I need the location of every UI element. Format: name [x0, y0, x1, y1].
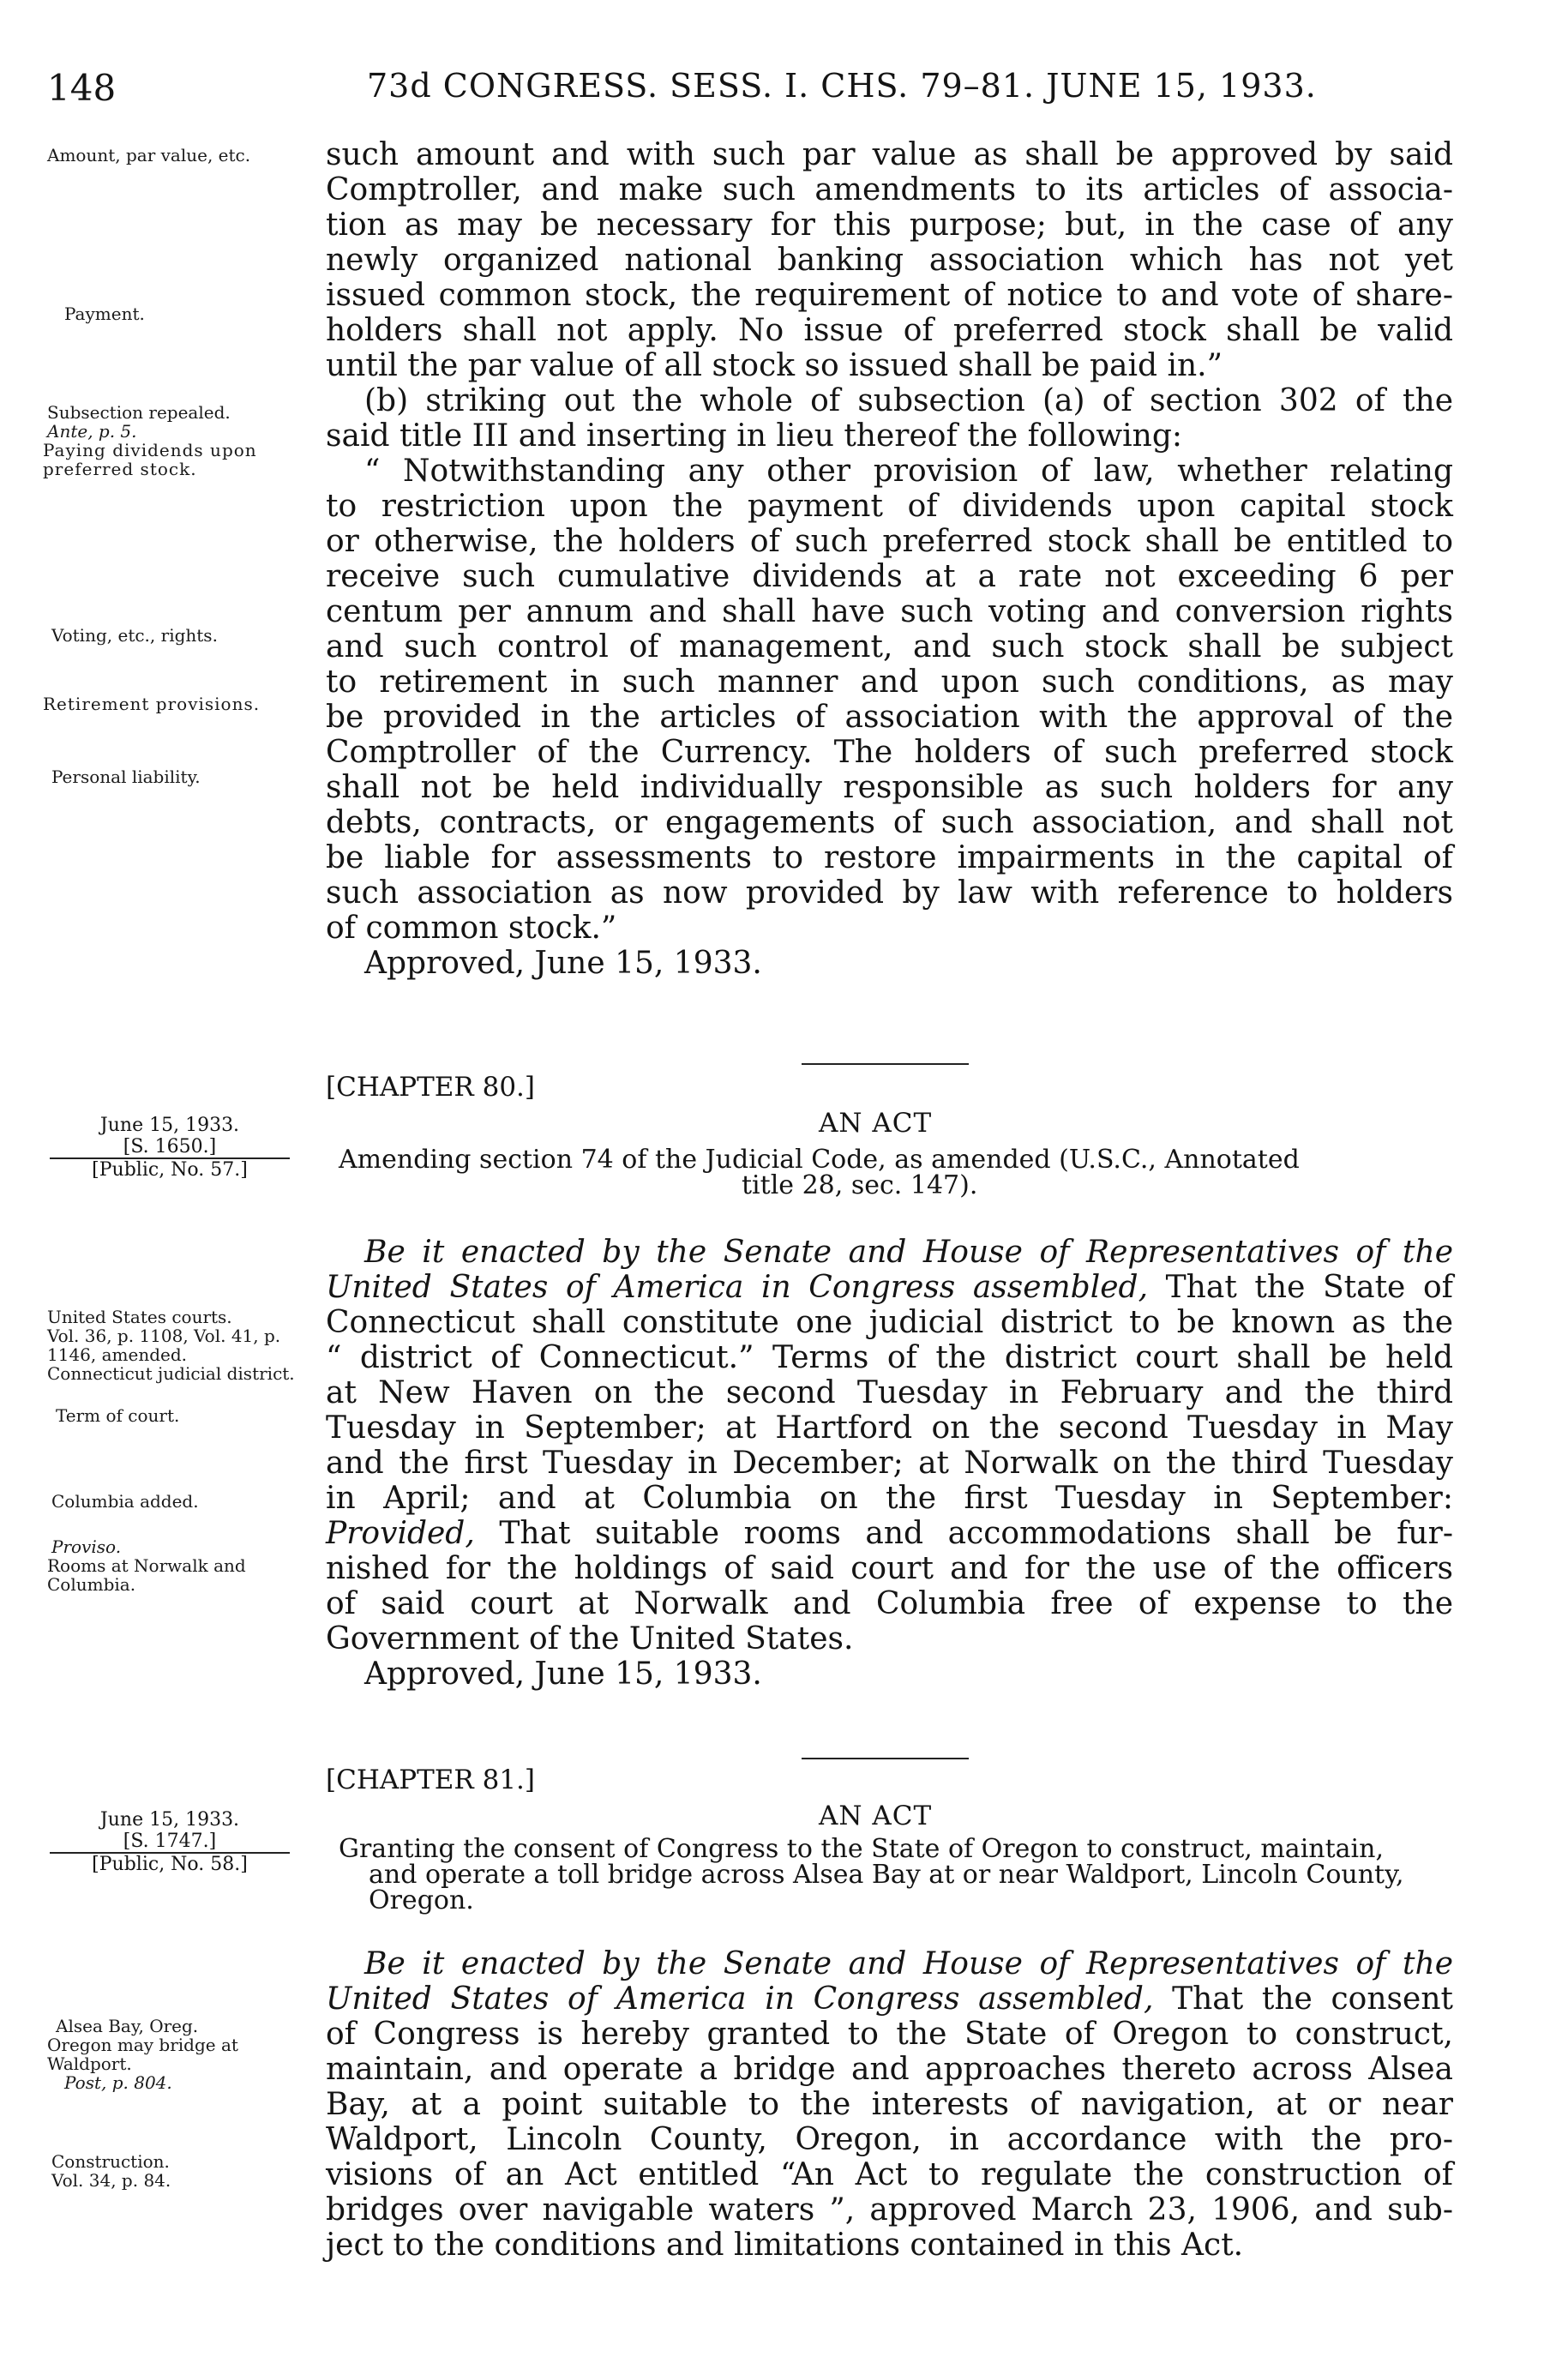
text-line: Waldport, Lincoln County, Oregon, in accordance with the pro-	[326, 2122, 1453, 2157]
margin-note-district: Connecticut judicial district.	[47, 1363, 295, 1384]
chapter-79-text	[326, 137, 1453, 981]
text-line: at New Haven on the second Tuesday in February and the third	[326, 1375, 1453, 1410]
text-line: such amount and with such par value as shall be approved by said	[326, 137, 1453, 172]
text-line: Government of the United States.	[326, 1621, 854, 1656]
text-line: of said court at Norwalk and Columbia free of expense to the	[326, 1586, 1453, 1621]
margin-note-vol34: Vol. 34, p. 84.	[51, 2170, 171, 2191]
text-line: said title III and inserting in lieu thereof the following:	[326, 418, 1183, 454]
text-line: holders shall not apply. No issue of preferred stock shall be valid	[326, 313, 1453, 348]
margin-note-voting: Voting, etc., rights.	[51, 625, 218, 646]
proviso-line: Provided, That suitable rooms and accommodations shall be fur-	[326, 1516, 1453, 1551]
margin-note-paying-dividends: Paying dividends upon preferred stock.	[43, 440, 257, 479]
approved-line: Approved, June 15, 1933.	[364, 1656, 762, 1692]
margin-note-term: Term of court.	[56, 1405, 180, 1426]
text-line: Bay, at a point suitable to the interests of navigation, at or near	[326, 2087, 1453, 2122]
an-act-81: AN ACT	[819, 1801, 933, 1831]
text-line: “ district of Connecticut.” Terms of the district court shall be held	[326, 1340, 1453, 1375]
text-line: newly organized national banking association which has not yet	[326, 243, 1453, 278]
margin-note-personal-liability: Personal liability.	[51, 767, 201, 787]
text-line: tion as may be necessary for this purpose; but, in the case of any	[326, 207, 1453, 243]
text-line: maintain, and operate a bridge and approaches thereto across Alsea	[326, 2052, 1453, 2087]
running-title: 73d CONGRESS. SESS. I. CHS. 79–81. JUNE 15, 1933.	[367, 67, 1317, 105]
text-line: bridges over navigable waters ”, approved March 23, 1906, and sub-	[326, 2192, 1453, 2228]
enacting-clause-line2: United States of America in Congress assembled, That the consent	[326, 1981, 1453, 2017]
margin-note-ante: Ante, p. 5.	[47, 421, 137, 442]
enacting-clause-line1: Be it enacted by the Senate and House of Representatives of the	[364, 1235, 1453, 1270]
date: June 15, 1933.	[99, 1115, 240, 1136]
chapter-80-heading: [CHAPTER 80.]	[326, 1072, 535, 1103]
text-line: Comptroller, and make such amendments to its articles of associa-	[326, 172, 1453, 207]
margin-note-vol: Vol. 36, p. 1108, Vol. 41, p. 1146, amended.	[47, 1326, 281, 1365]
text-line: in April; and at Columbia on the first Tuesday in September:	[326, 1481, 1453, 1516]
text-line: and such control of management, and such stock shall be subject	[326, 629, 1453, 664]
text-line: receive such cumulative dividends at a rate not exceeding 6 per	[326, 559, 1453, 594]
margin-note-amount: Amount, par value, etc.	[47, 145, 251, 165]
public-law-number: [Public, No. 58.]	[92, 1854, 248, 1875]
text-line: ject to the conditions and limitations contained in this Act.	[326, 2228, 1244, 2263]
page-number: 148	[47, 67, 117, 109]
enacting-clause-line2: United States of America in Congress assembled, That the State of	[326, 1270, 1453, 1305]
text-line: centum per annum and shall have such voting and conversion rights	[326, 594, 1453, 629]
date: June 15, 1933.	[99, 1809, 240, 1831]
margin-note-retirement: Retirement provisions.	[43, 694, 261, 714]
text-line: debts, contracts, or engagements of such association, and shall not	[326, 805, 1453, 840]
margin-note-subsection-repealed: Subsection repealed.	[47, 402, 231, 423]
text-line: such association as now provided by law with reference to holders	[326, 875, 1453, 911]
an-act-80: AN ACT	[819, 1108, 933, 1139]
text-line: (b) striking out the whole of subsection (a) of section 302 of the	[364, 383, 1453, 418]
text-line: “ Notwithstanding any other provision of law, whether relating	[364, 454, 1453, 489]
text-line: of Congress is hereby granted to the State of Oregon to construct,	[326, 2017, 1453, 2052]
chapter-80-text	[326, 1235, 1453, 1692]
text-line: Connecticut shall constitute one judicial district to be known as the	[326, 1305, 1453, 1340]
margin-note-construction: Construction.	[51, 2151, 170, 2172]
text-line: shall not be held individually responsible as such holders for any	[326, 770, 1453, 805]
margin-note-rooms: Rooms at Norwalk and Columbia.	[47, 1555, 246, 1595]
approved-line: Approved, June 15, 1933.	[364, 946, 762, 981]
text-line: and the first Tuesday in December; at Norwalk on the third Tuesday	[326, 1446, 1453, 1481]
margin-note-us-courts: United States courts.	[47, 1307, 232, 1327]
chapter-80-sidenote	[41, 1115, 298, 1181]
text-line: visions of an Act entitled “An Act to regulate the construction of	[326, 2157, 1453, 2192]
divider-rule	[802, 1758, 969, 1759]
text-line: Comptroller of the Currency. The holders of such preferred stock	[326, 735, 1453, 770]
title-line: and operate a toll bridge across Alsea Bay at or near Waldport, Lincoln County,	[369, 1860, 1404, 1890]
bill-number: [S. 1747.]	[50, 1831, 290, 1854]
margin-note-alsea: Alsea Bay, Oreg.	[56, 2016, 199, 2036]
margin-note-payment: Payment.	[64, 304, 145, 324]
chapter-81-text	[326, 1946, 1453, 2263]
text-line: of common stock.”	[326, 911, 617, 946]
margin-note-oregon-may: Oregon may bridge at Waldport.	[47, 2035, 238, 2074]
text-line: issued common stock, the requirement of notice to and vote of share-	[326, 278, 1453, 313]
chapter-81-title	[339, 1834, 1453, 1915]
enacting-clause-line1: Be it enacted by the Senate and House of Representatives of the	[364, 1946, 1453, 1981]
text-line: to retirement in such manner and upon such conditions, as may	[326, 664, 1453, 700]
text-line: nished for the holdings of said court and for the use of the officers	[326, 1551, 1453, 1586]
text-line: to restriction upon the payment of dividends upon capital stock	[326, 489, 1453, 524]
text-line: until the par value of all stock so issued shall be paid in.”	[326, 348, 1223, 383]
margin-note-post: Post, p. 804.	[64, 2072, 172, 2093]
title-line: title 28, sec. 147).	[742, 1170, 978, 1200]
public-law-number: [Public, No. 57.]	[92, 1159, 248, 1181]
divider-rule	[802, 1063, 969, 1065]
text-line: Tuesday in September; at Hartford on the second Tuesday in May	[326, 1410, 1453, 1446]
chapter-81-heading: [CHAPTER 81.]	[326, 1765, 535, 1795]
title-line: Amending section 74 of the Judicial Code, as amended (U.S.C., Annotated	[339, 1145, 1300, 1175]
margin-note-columbia: Columbia added.	[51, 1491, 199, 1512]
text-line: be provided in the articles of association with the approval of the	[326, 700, 1453, 735]
title-line: Granting the consent of Congress to the State of Oregon to construct, maintain,	[339, 1834, 1384, 1864]
margin-note-proviso: Proviso.	[51, 1536, 122, 1557]
text-line: or otherwise, the holders of such preferred stock shall be entitled to	[326, 524, 1453, 559]
text-line: be liable for assessments to restore impairments in the capital of	[326, 840, 1453, 875]
chapter-81-sidenote	[41, 1809, 298, 1875]
bill-number: [S. 1650.]	[50, 1136, 290, 1159]
title-line: Oregon.	[369, 1885, 474, 1915]
chapter-80-title	[339, 1147, 1453, 1199]
